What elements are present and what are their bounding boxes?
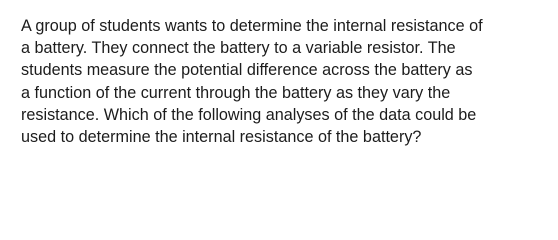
question-text [21, 15, 546, 148]
question-line: a battery. They connect the battery to a variable resistor. The [21, 39, 456, 58]
question-line: a function of the current through the battery as they vary the [21, 83, 451, 102]
question-line: students measure the potential difference across the battery as [21, 61, 473, 80]
question-line: used to determine the internal resistance of the battery? [21, 128, 422, 147]
question-line: A group of students wants to determine the internal resistance of [21, 17, 483, 35]
question-line: resistance. Which of the following analyses of the data could be [21, 105, 477, 124]
